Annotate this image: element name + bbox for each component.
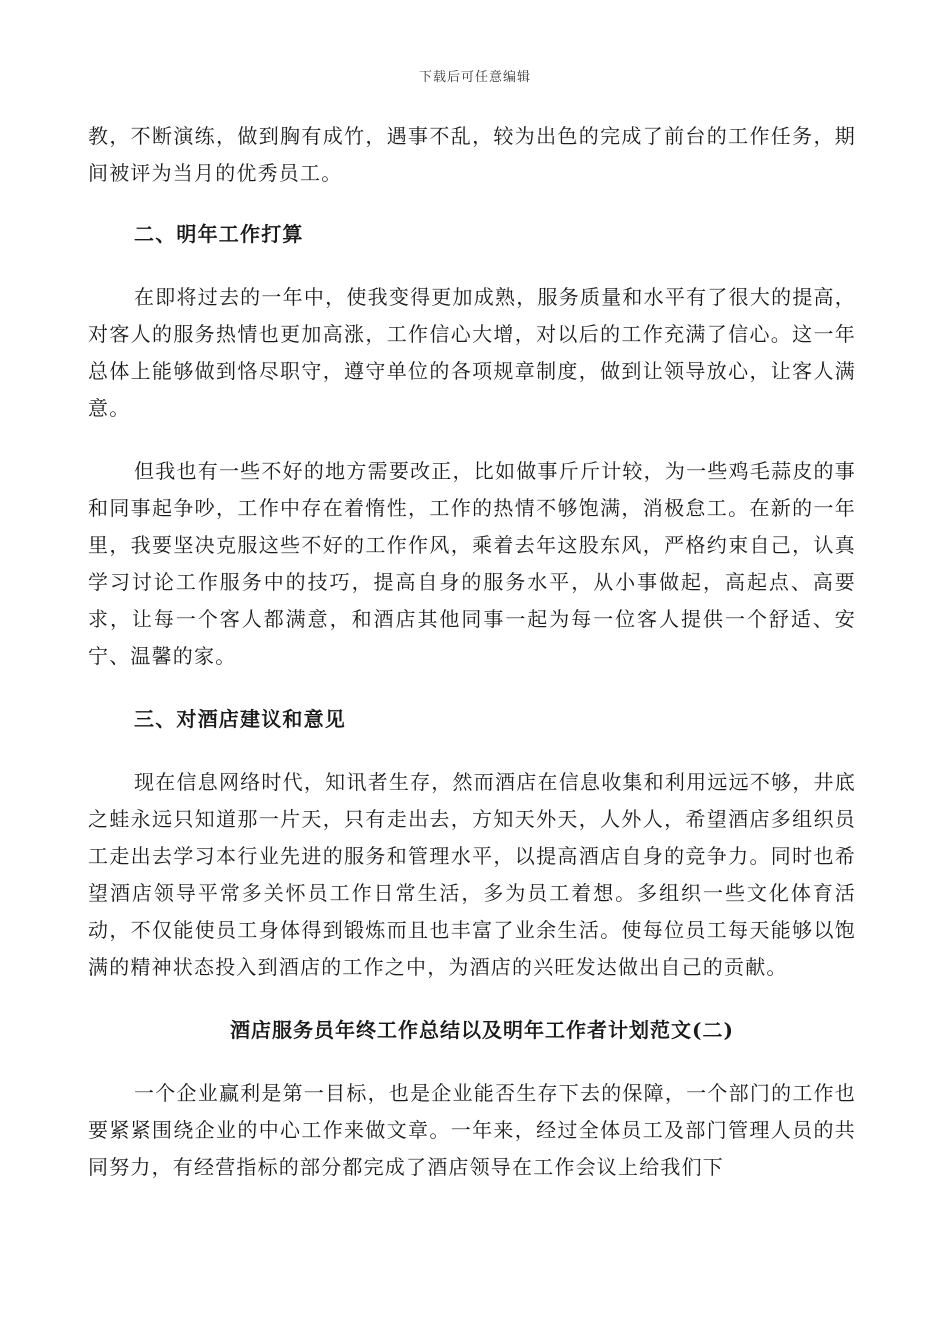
spacer [88, 1049, 856, 1075]
paragraph-plans-2: 但我也有一些不好的地方需要改正，比如做事斤斤计较，为一些鸡毛蒜皮的事和同事起争吵，工作中存在着惰性，工作的热情不够饱满，消极怠工。在新的一年里，我要坚决克服这些不好的工作作风，乘着去年这股东风，严格约束自己，认真学习讨论工作服务中的技巧，提高自身的服务水平，从小事做起，高起点、高要求，让每一个客人都满意，和酒店其他同事一起为每一位客人提供一个舒适、安宁、温馨的家。 [88, 459, 856, 668]
paragraph-intro: 教，不断演练，做到胸有成竹，遇事不乱，较为出色的完成了前台的工作任务，期间被评为当月的优秀员工。 [88, 124, 856, 185]
document-body [88, 118, 856, 1186]
spacer [88, 675, 856, 701]
paragraph-suggestions: 现在信息网络时代，知讯者生存，然而酒店在信息收集和利用远远不够，井底之蛙永远只知道那一片天，只有走出去，方知天外天，人外人，希望酒店多组织员工走出去学习本行业先进的服务和管理水平，以提高酒店自身的竞争力。同时也希望酒店领导平常多关怀员工作日常生活，多为员工着想。多组织一些文化体育活动，不仅能使员工身体得到锻炼而且也丰富了业余生活。使每位员工每天能够以饱满的精神状态投入到酒店的工作之中，为酒店的兴旺发达做出自己的贡献。 [88, 770, 856, 979]
section-heading-plans: 二、明年工作打算 [134, 222, 304, 246]
paragraph-summary-2: 一个企业赢利是第一目标，也是企业能否生存下去的保障，一个部门的工作也要紧紧围绕企业的中心工作来做文章。一年来，经过全体员工及部门管理人员的共同努力，有经营指标的部分都完成了酒店领导在工作会议上给我们下 [88, 1081, 856, 1179]
spacer [88, 192, 856, 216]
header-note: 下载后可任意编辑 [418, 70, 531, 85]
paragraph-plans-1: 在即将过去的一年中，使我变得更加成熟，服务质量和水平有了很大的提高，对客人的服务热情也更加高涨，工作信心大增，对以后的工作充满了信心。这一年总体上能够做到恪尽职守，遵守单位的各项规章制度，做到让领导放心，让客人满意。 [88, 285, 856, 420]
spacer [88, 427, 856, 453]
spacer [88, 986, 856, 1012]
spacer [88, 738, 856, 764]
spacer [88, 253, 856, 279]
document-title-2: 酒店服务员年终工作总结以及明年工作者计划范文(二) [230, 1018, 734, 1042]
section-heading-suggestions: 三、对酒店建议和意见 [134, 707, 346, 731]
